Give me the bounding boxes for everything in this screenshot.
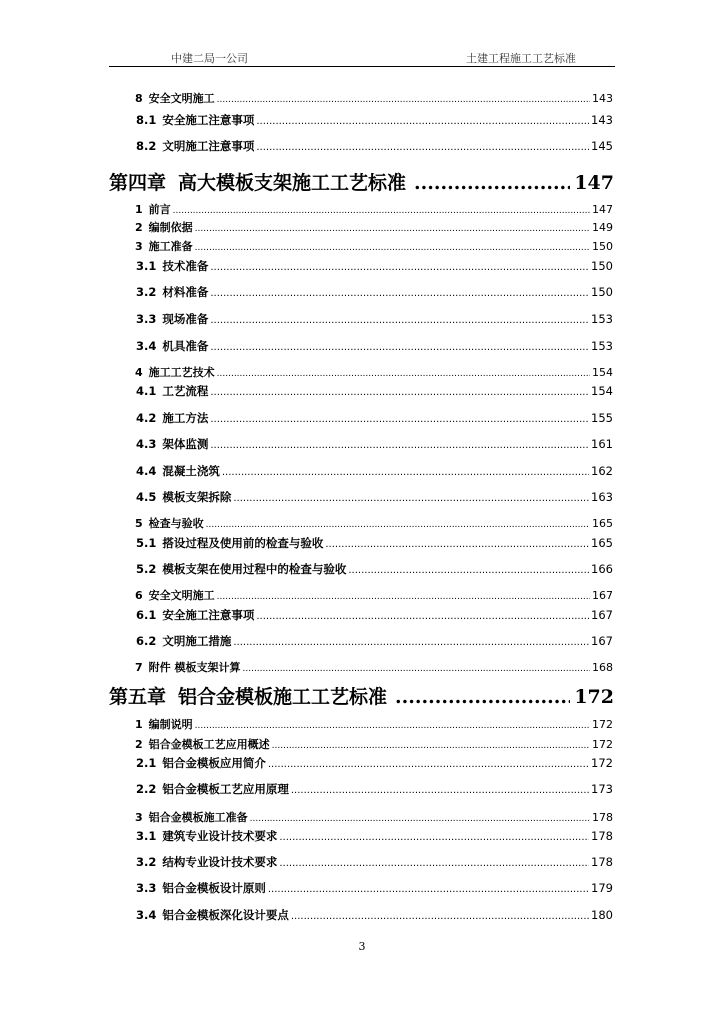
toc-entry[interactable] bbox=[135, 364, 613, 380]
toc-entry-label: 安全文明施工 bbox=[148, 92, 215, 105]
toc-entry[interactable] bbox=[136, 311, 613, 327]
toc-entry[interactable] bbox=[135, 716, 613, 732]
toc-entry-label: 铝合金模板工艺应用概述 bbox=[148, 738, 270, 751]
dot-leader bbox=[210, 315, 589, 326]
toc-entry[interactable] bbox=[136, 463, 613, 479]
toc-entry-number: 4.5 bbox=[136, 490, 157, 504]
dot-leader bbox=[233, 493, 589, 504]
toc-entry-number: 3 bbox=[135, 240, 143, 253]
dot-leader bbox=[243, 664, 591, 674]
dot-leader bbox=[279, 832, 589, 843]
toc-entry-number: 2.2 bbox=[136, 782, 157, 796]
toc-entry-label: 施工方法 bbox=[162, 411, 209, 425]
toc-entry-page: 147 bbox=[574, 172, 614, 194]
dot-leader bbox=[291, 911, 589, 922]
header-company: 中建二局一公司 bbox=[171, 52, 248, 65]
toc-entry-number: 3.1 bbox=[136, 829, 157, 843]
toc-entry-page: 162 bbox=[591, 464, 613, 478]
toc-entry[interactable] bbox=[136, 338, 613, 354]
dot-leader bbox=[233, 637, 589, 648]
toc-entry-page: 149 bbox=[592, 221, 613, 234]
toc-entry-label: 机具准备 bbox=[162, 339, 209, 353]
toc-entry-label: 文明施工措施 bbox=[162, 634, 232, 648]
dot-leader bbox=[210, 414, 589, 425]
toc-entry[interactable] bbox=[135, 90, 613, 106]
toc-entry-number: 2 bbox=[135, 221, 143, 234]
toc-entry-label: 安全施工注意事项 bbox=[162, 113, 255, 127]
toc-entry[interactable] bbox=[136, 436, 613, 452]
toc-entry[interactable] bbox=[136, 880, 613, 896]
toc-entry-label: 铝合金模板应用简介 bbox=[162, 756, 266, 770]
toc-entry-label: 铝合金模板设计原则 bbox=[162, 881, 266, 895]
toc-entry-number: 3.4 bbox=[136, 339, 157, 353]
page-number: 3 bbox=[358, 940, 366, 953]
toc-entry-number: 6 bbox=[135, 589, 143, 602]
toc-entry-page: 172 bbox=[574, 686, 614, 708]
toc-entry[interactable] bbox=[136, 258, 613, 274]
toc-entry-number: 5 bbox=[135, 517, 143, 530]
toc-entry-page: 165 bbox=[591, 536, 613, 550]
toc-entry-number: 3.3 bbox=[136, 881, 157, 895]
toc-entry-label: 高大模板支架施工工艺标准 bbox=[178, 172, 407, 194]
toc-entry-number: 6.1 bbox=[136, 608, 157, 622]
dot-leader bbox=[210, 440, 589, 451]
toc-entry-label: 铝合金模板工艺应用原理 bbox=[162, 782, 289, 796]
dot-leader bbox=[256, 611, 589, 622]
toc-entry-page: 172 bbox=[592, 738, 613, 751]
toc-entry-label: 工艺流程 bbox=[162, 384, 209, 398]
dot-leader bbox=[210, 262, 589, 273]
dot-leader bbox=[414, 172, 570, 194]
toc-entry-number: 2 bbox=[135, 738, 143, 751]
toc-entry-page: 172 bbox=[592, 718, 613, 731]
toc-entry-page: 167 bbox=[591, 608, 613, 622]
toc-entry-label: 附件 模板支架计算 bbox=[148, 661, 241, 674]
toc-entry[interactable] bbox=[136, 907, 613, 923]
toc-entry-page: 178 bbox=[591, 855, 613, 869]
toc-entry-page: 173 bbox=[591, 782, 613, 796]
toc-entry[interactable] bbox=[136, 383, 613, 399]
toc-entry-number: 3.2 bbox=[136, 855, 157, 869]
toc-entry-number: 4.4 bbox=[136, 464, 157, 478]
dot-leader bbox=[256, 116, 589, 127]
toc-entry[interactable] bbox=[136, 138, 613, 154]
toc-entry-label: 文明施工注意事项 bbox=[162, 139, 255, 153]
toc-entry-page: 147 bbox=[592, 203, 613, 216]
toc-entry[interactable] bbox=[135, 201, 613, 217]
toc-entry-page: 166 bbox=[591, 562, 613, 576]
dot-leader bbox=[272, 741, 590, 751]
toc-entry-page: 150 bbox=[592, 240, 613, 253]
toc-entry-page: 178 bbox=[591, 829, 613, 843]
toc-entry[interactable] bbox=[136, 607, 613, 623]
toc-entry-page: 143 bbox=[591, 113, 613, 127]
toc-entry-label: 施工准备 bbox=[148, 240, 193, 253]
dot-leader bbox=[217, 95, 590, 105]
toc-entry-number: 3 bbox=[135, 811, 143, 824]
dot-leader bbox=[268, 759, 589, 770]
toc-entry-page: 143 bbox=[592, 92, 613, 105]
toc-entry-page: 150 bbox=[591, 259, 613, 273]
toc-entry-label: 混凝土浇筑 bbox=[162, 464, 220, 478]
toc-entry-page: 168 bbox=[592, 661, 613, 674]
toc-entry[interactable] bbox=[136, 489, 613, 505]
toc-entry-label: 材料准备 bbox=[162, 285, 209, 299]
toc-entry[interactable] bbox=[135, 587, 613, 603]
toc-entry-label: 模板支架在使用过程中的检查与验收 bbox=[162, 562, 347, 576]
toc-entry-label: 搭设过程及使用前的检查与验收 bbox=[162, 536, 324, 550]
dot-leader bbox=[325, 539, 589, 550]
toc-entry[interactable] bbox=[135, 809, 613, 825]
toc-entry[interactable] bbox=[135, 238, 613, 254]
dot-leader bbox=[195, 243, 590, 253]
toc-entry-number: 7 bbox=[135, 661, 143, 674]
dot-leader bbox=[173, 206, 590, 216]
toc-entry-number: 3.3 bbox=[136, 312, 157, 326]
dot-leader bbox=[217, 592, 590, 602]
toc-entry-page: 145 bbox=[591, 139, 613, 153]
toc-entry[interactable] bbox=[136, 854, 613, 870]
toc-entry-number: 第四章 bbox=[109, 172, 167, 194]
dot-leader bbox=[195, 721, 590, 731]
toc-entry-page: 165 bbox=[592, 517, 613, 530]
toc-entry-page: 154 bbox=[591, 384, 613, 398]
toc-entry-number: 5.2 bbox=[136, 562, 157, 576]
toc-entry-page: 167 bbox=[592, 589, 613, 602]
toc-entry[interactable] bbox=[135, 736, 613, 752]
toc-entry-number: 3.2 bbox=[136, 285, 157, 299]
toc-entry[interactable] bbox=[136, 828, 613, 844]
toc-entry[interactable] bbox=[135, 659, 613, 675]
toc-entry[interactable] bbox=[136, 781, 613, 797]
toc-entry-label: 编制说明 bbox=[148, 718, 193, 731]
toc-entry-number: 4.3 bbox=[136, 437, 157, 451]
toc-entry-number: 3.4 bbox=[136, 908, 157, 922]
toc-entry-number: 8 bbox=[135, 92, 143, 105]
toc-entry[interactable] bbox=[136, 284, 613, 300]
toc-entry-number: 5.1 bbox=[136, 536, 157, 550]
toc-entry[interactable] bbox=[136, 561, 613, 577]
toc-entry-page: 155 bbox=[591, 411, 613, 425]
dot-leader bbox=[395, 686, 570, 708]
toc-entry-page: 179 bbox=[591, 881, 613, 895]
toc-entry-label: 检查与验收 bbox=[148, 517, 204, 530]
toc-entry-label: 现场准备 bbox=[162, 312, 209, 326]
toc-entry-label: 施工工艺技术 bbox=[148, 366, 215, 379]
toc-entry[interactable] bbox=[136, 410, 613, 426]
toc-entry-page: 178 bbox=[592, 811, 613, 824]
toc-entry-page: 172 bbox=[591, 756, 613, 770]
toc-entry[interactable] bbox=[109, 168, 614, 195]
toc-entry-number: 3.1 bbox=[136, 259, 157, 273]
toc-entry-label: 架体监测 bbox=[162, 437, 209, 451]
toc-entry-number: 1 bbox=[135, 203, 143, 216]
dot-leader bbox=[222, 467, 589, 478]
dot-leader bbox=[291, 785, 589, 796]
header-doc-title: 土建工程施工工艺标准 bbox=[466, 52, 576, 65]
toc-entry-number: 8.2 bbox=[136, 139, 157, 153]
dot-leader bbox=[195, 224, 590, 234]
toc-entry-number: 4.1 bbox=[136, 384, 157, 398]
dot-leader bbox=[210, 387, 589, 398]
toc-entry-label: 铝合金模板施工准备 bbox=[148, 811, 248, 824]
toc-entry-number: 6.2 bbox=[136, 634, 157, 648]
toc-entry[interactable] bbox=[136, 112, 613, 128]
dot-leader bbox=[210, 342, 589, 353]
toc-entry-label: 技术准备 bbox=[162, 259, 209, 273]
toc-entry-number: 2.1 bbox=[136, 756, 157, 770]
toc-entry-label: 编制依据 bbox=[148, 221, 193, 234]
toc-entry-page: 161 bbox=[591, 437, 613, 451]
toc-entry-label: 安全施工注意事项 bbox=[162, 608, 255, 622]
toc-entry-page: 163 bbox=[591, 490, 613, 504]
dot-leader bbox=[348, 565, 589, 576]
dot-leader bbox=[217, 369, 590, 379]
toc-entry-number: 8.1 bbox=[136, 113, 157, 127]
toc-entry[interactable] bbox=[136, 755, 613, 771]
toc-entry-page: 153 bbox=[591, 312, 613, 326]
toc-entry-page: 180 bbox=[591, 908, 613, 922]
dot-leader bbox=[279, 858, 589, 869]
dot-leader bbox=[206, 520, 590, 530]
toc-entry-number: 4 bbox=[135, 366, 143, 379]
toc-entry-number: 4.2 bbox=[136, 411, 157, 425]
dot-leader bbox=[256, 142, 589, 153]
dot-leader bbox=[210, 288, 589, 299]
dot-leader bbox=[268, 884, 589, 895]
toc-entry-label: 建筑专业设计技术要求 bbox=[162, 829, 278, 843]
toc-entry-page: 153 bbox=[591, 339, 613, 353]
toc-entry-page: 167 bbox=[591, 634, 613, 648]
toc-entry-label: 铝合金模板施工工艺标准 bbox=[178, 686, 388, 708]
dot-leader bbox=[250, 814, 590, 824]
toc-entry[interactable] bbox=[135, 219, 613, 235]
toc-entry-number: 1 bbox=[135, 718, 143, 731]
toc-entry-label: 模板支架拆除 bbox=[162, 490, 232, 504]
toc-entry-page: 154 bbox=[592, 366, 613, 379]
toc-entry[interactable] bbox=[135, 515, 613, 531]
toc-entry-label: 铝合金模板深化设计要点 bbox=[162, 908, 289, 922]
toc-entry-number: 第五章 bbox=[109, 686, 167, 708]
toc-entry-label: 安全文明施工 bbox=[148, 589, 215, 602]
toc-entry[interactable] bbox=[109, 682, 614, 709]
toc-entry-page: 150 bbox=[591, 285, 613, 299]
toc-entry-label: 前言 bbox=[148, 203, 171, 216]
toc-entry[interactable] bbox=[136, 535, 613, 551]
toc-entry[interactable] bbox=[136, 633, 613, 649]
toc-entry-label: 结构专业设计技术要求 bbox=[162, 855, 278, 869]
